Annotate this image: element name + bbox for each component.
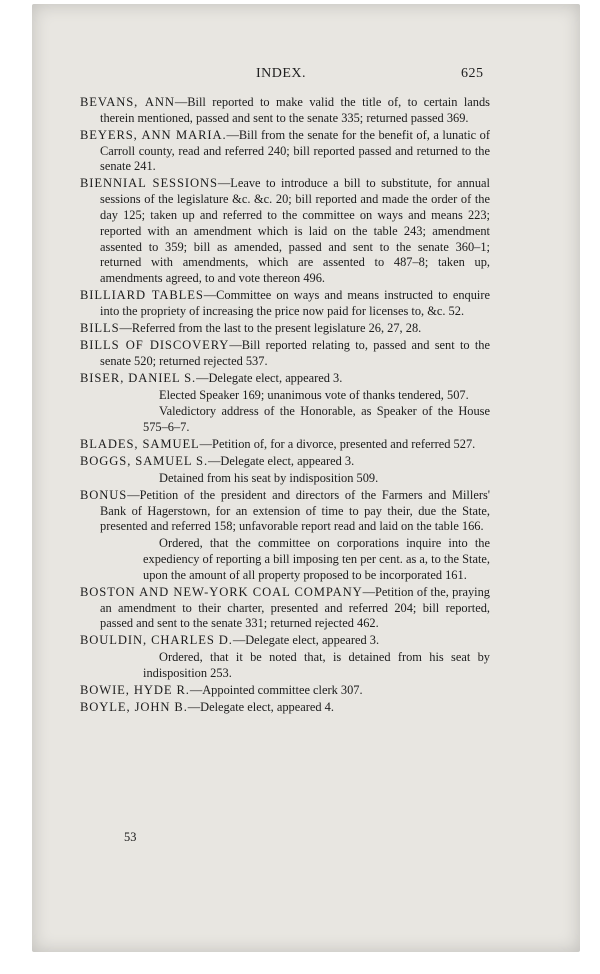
entry-heading: BISER, DANIEL S. xyxy=(80,370,197,385)
entry-subitem: Ordered, that it be noted that, is detained from his seat by indisposition 253. xyxy=(143,650,490,681)
entry-text: —Appointed committee clerk 307. xyxy=(189,682,363,697)
entry-heading: BOULDIN, CHARLES D. xyxy=(80,633,233,648)
entry-text: —Delegate elect, appeared 3. xyxy=(232,633,380,648)
index-entry xyxy=(80,128,490,175)
index-entry xyxy=(80,585,490,632)
index-entry xyxy=(80,288,490,320)
entry-heading: BOYLE, JOHN B. xyxy=(80,699,188,714)
index-entry xyxy=(80,700,490,716)
index-entry xyxy=(80,371,490,387)
entry-text: —Bill reported relating to, passed and sent to the senate 520; returned rejected 537. xyxy=(100,337,490,368)
entry-subitem: Ordered, that the committee on corporations inquire into the expediency of reporting a bill imposing ten per cent. as a, to the State, upon the amount of all property proposed to be incorporated 161. xyxy=(143,536,490,582)
index-entry xyxy=(80,437,490,453)
entry-heading: BIENNIAL SESSIONS xyxy=(80,176,218,191)
index-entry xyxy=(80,95,490,127)
entry-text: —Delegate elect, appeared 3. xyxy=(208,454,355,469)
entry-heading: BEYERS, ANN MARIA. xyxy=(80,127,227,142)
page-number: 625 xyxy=(461,66,484,81)
entry-heading: BLADES, SAMUEL xyxy=(80,437,200,452)
entry-heading: BEVANS, ANN xyxy=(80,95,175,109)
entry-subitem: Valedictory address of the Honorable, as Speaker of the House 575–6–7. xyxy=(143,404,490,435)
entry-text: —Bill from the senate for the benefit of, a lunatic of Carroll county, read and referred 240; bill reported passed and returned to the senate 241. xyxy=(100,127,490,174)
entry-heading: BOGGS, SAMUEL S. xyxy=(80,454,208,469)
index-entry xyxy=(80,488,490,535)
entry-text: —Petition of the, praying an amendment to their charter, presented and referred 204; bill reported, passed and sent to the senate 331; returned rejected 462. xyxy=(100,584,490,631)
page-title: INDEX. xyxy=(256,66,307,81)
index-entry xyxy=(80,683,490,699)
index-entry xyxy=(80,633,490,649)
index-entry xyxy=(80,321,490,337)
entry-text: —Referred from the last to the present legislature 26, 27, 28. xyxy=(119,320,422,335)
entry-heading: BILLS xyxy=(80,320,120,335)
index-entry xyxy=(80,454,490,470)
page-header xyxy=(0,66,600,82)
entry-heading: BILLS OF DISCOVERY xyxy=(80,337,230,352)
entry-text: —Leave to introduce a bill to substitute, for annual sessions of the legislature &c. &c. 20; bill reported and made the order of the day 125; taken up and referred to the committee on ways and means 223; reported with an amendment which is laid on the table 243; amendment assented to 359; bill as amended, passed and sent to the senate 360–1; returned with amendments, which are assented to 487–8; taken up, amendments agreed, to and vote thereon 496. xyxy=(100,176,490,286)
entry-heading: BILLIARD TABLES xyxy=(80,288,204,303)
entry-text: —Delegate elect, appeared 4. xyxy=(187,699,334,714)
entry-subitem: Elected Speaker 169; unanimous vote of thanks tendered, 507. xyxy=(159,387,469,402)
index-entries xyxy=(80,95,490,717)
index-entry xyxy=(80,176,490,287)
entry-text: —Delegate elect, appeared 3. xyxy=(196,370,343,385)
entry-text: —Bill reported to make valid the title of, to certain lands therein mentioned, passed and sent to the senate 335; returned passed 369. xyxy=(100,95,490,125)
entry-subitem: Detained from his seat by indisposition 509. xyxy=(159,471,379,486)
entry-heading: BONUS xyxy=(80,487,128,502)
entry-heading: BOSTON AND NEW-YORK COAL COMPANY xyxy=(80,584,363,599)
entry-text: —Committee on ways and means instructed to enquire into the propriety of increasing the price now paid for licenses to, &c. 52. xyxy=(100,288,490,318)
index-entry xyxy=(80,338,490,370)
signature-mark: 53 xyxy=(124,830,137,844)
entry-text: —Petition of the president and directors of the Farmers and Millers' Bank of Hagerstown, for an extension of time to pay their, due the State, presented and referred 158; unfavorable report read and laid on the table 166. xyxy=(100,487,490,534)
entry-heading: BOWIE, HYDE R. xyxy=(80,682,190,697)
entry-text: —Petition of, for a divorce, presented and referred 527. xyxy=(199,437,476,452)
